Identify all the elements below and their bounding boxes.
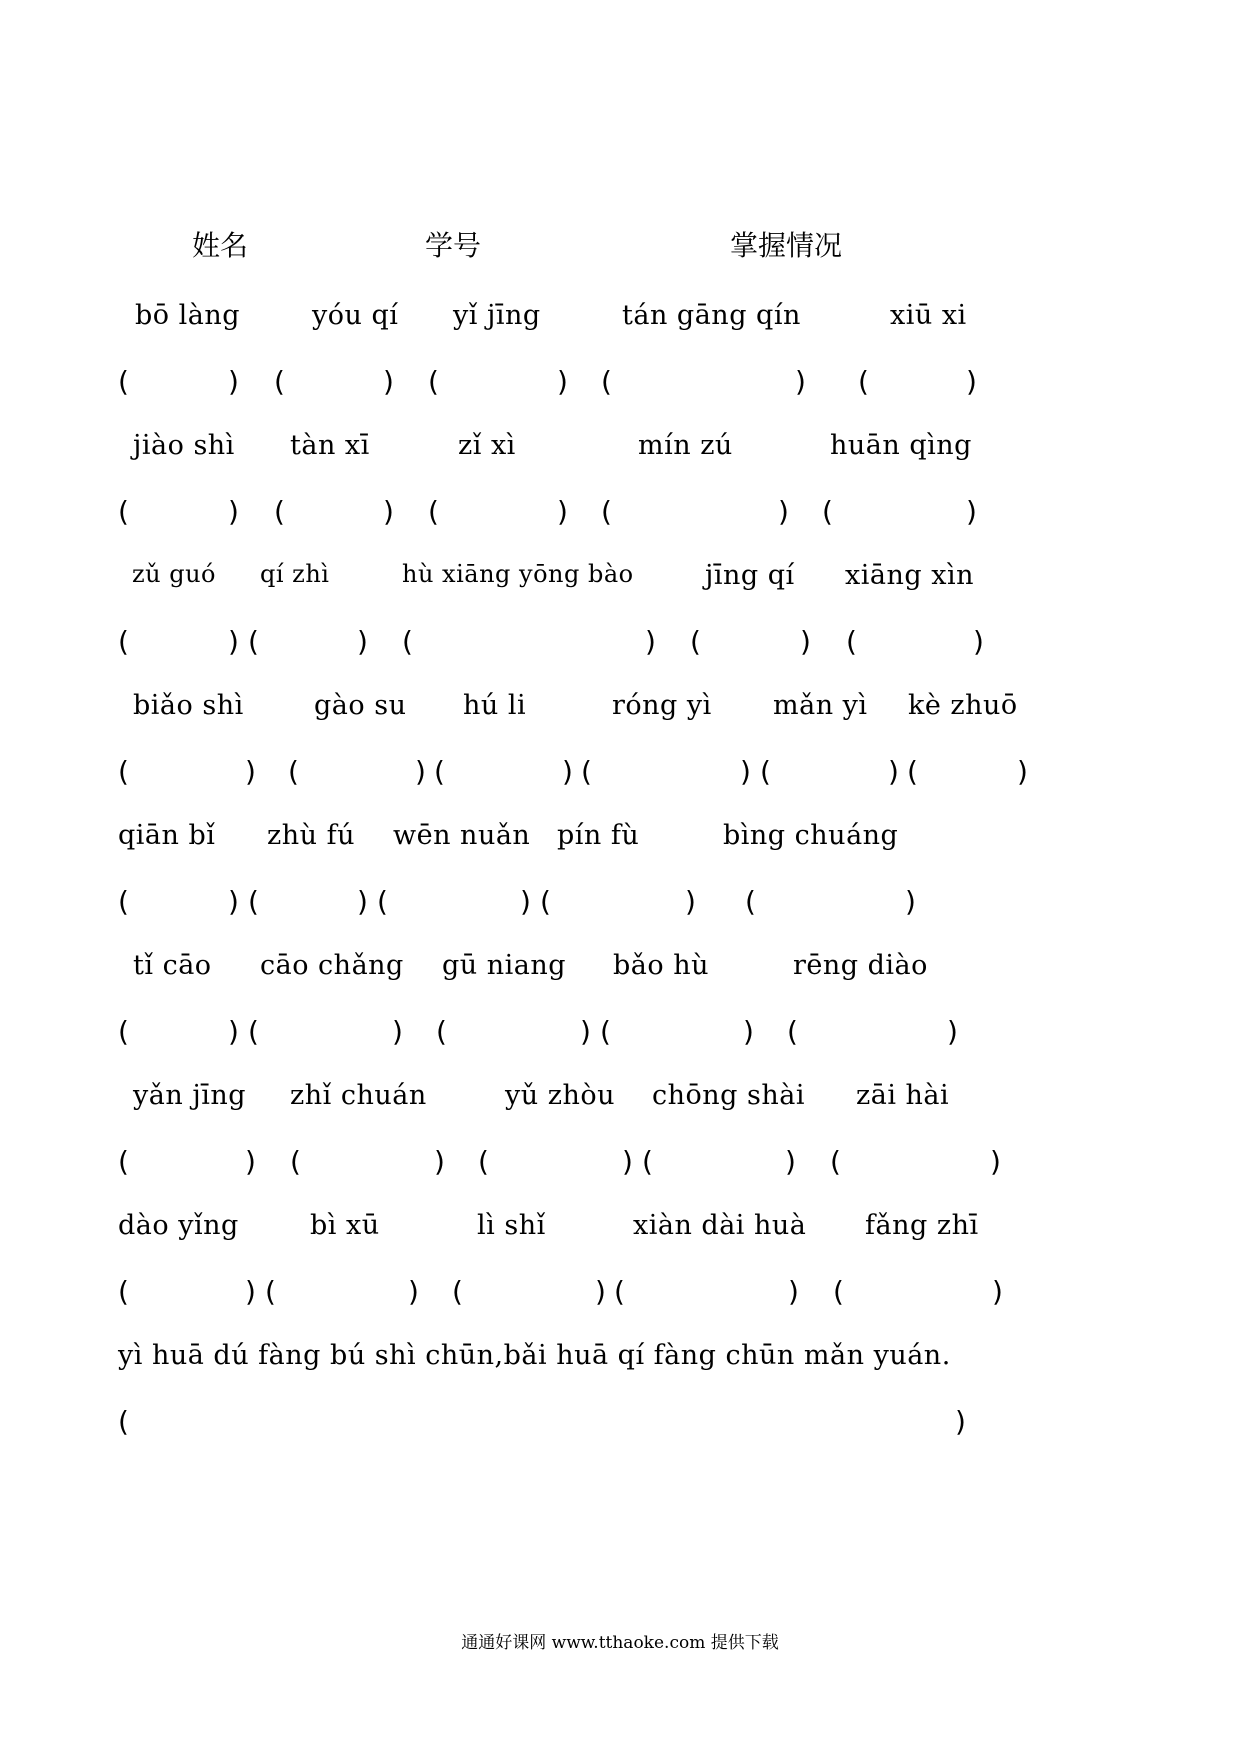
answer-open-bracket[interactable]: ( xyxy=(833,1275,844,1308)
answer-close-bracket: ) xyxy=(778,495,789,528)
answer-open-bracket[interactable]: ( xyxy=(436,1015,447,1048)
answer-open-bracket[interactable]: ( xyxy=(642,1145,653,1178)
pinyin-word: bì xū xyxy=(310,1210,380,1241)
pinyin-word: lì shǐ xyxy=(477,1210,546,1241)
answer-close-bracket: ) xyxy=(966,365,977,398)
answer-open-bracket[interactable]: ( xyxy=(830,1145,841,1178)
answer-open-bracket[interactable]: ( xyxy=(118,1015,129,1048)
answer-close-bracket: ) xyxy=(520,885,531,918)
answer-close-bracket: ) xyxy=(800,625,811,658)
answer-close-bracket: ) xyxy=(992,1275,1003,1308)
answer-open-bracket[interactable]: ( xyxy=(787,1015,798,1048)
pinyin-word: yǐ jīng xyxy=(453,300,541,331)
answer-open-bracket[interactable]: ( xyxy=(288,755,299,788)
answer-open-bracket[interactable]: ( xyxy=(428,365,439,398)
answer-open-bracket[interactable]: ( xyxy=(118,755,129,788)
answer-open-bracket[interactable]: ( xyxy=(690,625,701,658)
answer-open-bracket[interactable]: ( xyxy=(846,625,857,658)
pinyin-word: bìng chuáng xyxy=(723,820,899,851)
answer-close-bracket: ) xyxy=(580,1015,591,1048)
pinyin-word: pín fù xyxy=(557,820,640,851)
answer-open-bracket[interactable]: ( xyxy=(760,755,771,788)
answer-open-bracket[interactable]: ( xyxy=(402,625,413,658)
pinyin-word: fǎng zhī xyxy=(865,1210,979,1241)
answer-open-bracket[interactable]: ( xyxy=(118,1275,129,1308)
pinyin-word: qí zhì xyxy=(260,560,330,588)
answer-close-bracket: ) xyxy=(415,755,426,788)
pinyin-word: bǎo hù xyxy=(613,950,709,981)
answer-open-bracket[interactable]: ( xyxy=(118,365,129,398)
answer-close-bracket: ) xyxy=(743,1015,754,1048)
answer-open-bracket[interactable]: ( xyxy=(745,885,756,918)
answer-open-bracket[interactable]: ( xyxy=(248,885,259,918)
pinyin-word: xiàn dài huà xyxy=(633,1210,807,1241)
answer-close-bracket: ) xyxy=(973,625,984,658)
pinyin-word: chōng shài xyxy=(652,1080,805,1111)
pinyin-word: tán gāng qín xyxy=(622,300,801,331)
pinyin-sentence: yì huā dú fàng bú shì chūn,bǎi huā qí fàng chūn mǎn yuán. xyxy=(118,1340,951,1371)
pinyin-word: yǔ zhòu xyxy=(505,1080,615,1111)
answer-close-bracket: ) xyxy=(788,1275,799,1308)
answer-close-bracket: ) xyxy=(622,1145,633,1178)
pinyin-word: zhǐ chuán xyxy=(290,1080,427,1111)
answer-close-bracket: ) xyxy=(1017,755,1028,788)
answer-open-bracket[interactable]: ( xyxy=(274,365,285,398)
answer-open-bracket[interactable]: ( xyxy=(601,495,612,528)
answer-open-bracket[interactable]: ( xyxy=(822,495,833,528)
pinyin-word: kè zhuō xyxy=(908,690,1018,721)
pinyin-word: zǔ guó xyxy=(132,560,216,588)
pinyin-word: xiū xi xyxy=(890,300,967,331)
answer-open-bracket[interactable]: ( xyxy=(478,1145,489,1178)
answer-close-bracket: ) xyxy=(228,625,239,658)
answer-open-bracket[interactable]: ( xyxy=(377,885,388,918)
answer-open-bracket[interactable]: ( xyxy=(290,1145,301,1178)
pinyin-word: mǎn yì xyxy=(773,690,868,721)
pinyin-word: yǎn jīng xyxy=(133,1080,247,1111)
answer-close-bracket: ) xyxy=(557,495,568,528)
answer-close-bracket: ) xyxy=(357,625,368,658)
answer-open-bracket[interactable]: ( xyxy=(118,1405,129,1438)
answer-close-bracket: ) xyxy=(990,1145,1001,1178)
pinyin-word: bō làng xyxy=(135,300,241,331)
pinyin-word: mín zú xyxy=(638,430,733,461)
pinyin-word: huān qìng xyxy=(830,430,972,461)
answer-close-bracket: ) xyxy=(955,1405,966,1438)
pinyin-word: tàn xī xyxy=(290,430,370,461)
answer-open-bracket[interactable]: ( xyxy=(907,755,918,788)
pinyin-word: zhù fú xyxy=(267,820,355,851)
footer-credit: 通通好课网 www.tthaoke.com 提供下载 xyxy=(461,1633,779,1653)
pinyin-word: jiào shì xyxy=(133,430,235,461)
pinyin-word: jīng qí xyxy=(705,560,795,591)
mastery-label: 掌握情况 xyxy=(730,229,843,262)
answer-open-bracket[interactable]: ( xyxy=(118,625,129,658)
pinyin-word: yóu qí xyxy=(312,300,399,331)
answer-close-bracket: ) xyxy=(740,755,751,788)
pinyin-word: wēn nuǎn xyxy=(393,820,531,851)
answer-close-bracket: ) xyxy=(245,1145,256,1178)
answer-close-bracket: ) xyxy=(245,1275,256,1308)
pinyin-word: gū niang xyxy=(442,950,567,981)
answer-close-bracket: ) xyxy=(228,885,239,918)
pinyin-word: cāo chǎng xyxy=(260,950,404,981)
answer-close-bracket: ) xyxy=(383,365,394,398)
answer-close-bracket: ) xyxy=(785,1145,796,1178)
answer-open-bracket[interactable]: ( xyxy=(452,1275,463,1308)
answer-open-bracket[interactable]: ( xyxy=(614,1275,625,1308)
pinyin-word: biǎo shì xyxy=(133,690,244,721)
answer-open-bracket[interactable]: ( xyxy=(274,495,285,528)
pinyin-word: zāi hài xyxy=(856,1080,950,1111)
answer-open-bracket[interactable]: ( xyxy=(858,365,869,398)
answer-close-bracket: ) xyxy=(557,365,568,398)
answer-open-bracket[interactable]: ( xyxy=(434,755,445,788)
answer-close-bracket: ) xyxy=(947,1015,958,1048)
answer-close-bracket: ) xyxy=(888,755,899,788)
answer-close-bracket: ) xyxy=(228,1015,239,1048)
answer-close-bracket: ) xyxy=(562,755,573,788)
answer-open-bracket[interactable]: ( xyxy=(540,885,551,918)
answer-close-bracket: ) xyxy=(905,885,916,918)
pinyin-word: gào su xyxy=(314,690,407,721)
answer-close-bracket: ) xyxy=(434,1145,445,1178)
pinyin-word: zǐ xì xyxy=(458,430,516,461)
pinyin-word: xiāng xìn xyxy=(845,560,974,591)
answer-close-bracket: ) xyxy=(795,365,806,398)
pinyin-word: qiān bǐ xyxy=(118,820,216,851)
answer-open-bracket[interactable]: ( xyxy=(118,495,129,528)
answer-open-bracket[interactable]: ( xyxy=(600,1015,611,1048)
answer-close-bracket: ) xyxy=(685,885,696,918)
answer-close-bracket: ) xyxy=(392,1015,403,1048)
answer-close-bracket: ) xyxy=(228,495,239,528)
pinyin-word: dào yǐng xyxy=(118,1210,239,1241)
pinyin-word: hú li xyxy=(463,690,527,721)
answer-open-bracket[interactable]: ( xyxy=(118,1145,129,1178)
answer-open-bracket[interactable]: ( xyxy=(265,1275,276,1308)
name-label: 姓名 xyxy=(192,229,249,262)
answer-close-bracket: ) xyxy=(595,1275,606,1308)
answer-close-bracket: ) xyxy=(383,495,394,528)
answer-open-bracket[interactable]: ( xyxy=(118,885,129,918)
answer-open-bracket[interactable]: ( xyxy=(428,495,439,528)
pinyin-word: rēng diào xyxy=(793,950,928,981)
pinyin-word: róng yì xyxy=(612,690,712,721)
pinyin-word: tǐ cāo xyxy=(133,950,212,981)
answer-close-bracket: ) xyxy=(228,365,239,398)
answer-open-bracket[interactable]: ( xyxy=(601,365,612,398)
answer-close-bracket: ) xyxy=(645,625,656,658)
answer-close-bracket: ) xyxy=(357,885,368,918)
answer-close-bracket: ) xyxy=(966,495,977,528)
answer-close-bracket: ) xyxy=(245,755,256,788)
student-id-label: 学号 xyxy=(425,229,482,262)
answer-open-bracket[interactable]: ( xyxy=(248,625,259,658)
pinyin-word: hù xiāng yōng bào xyxy=(402,560,634,588)
answer-open-bracket[interactable]: ( xyxy=(248,1015,259,1048)
answer-open-bracket[interactable]: ( xyxy=(581,755,592,788)
answer-close-bracket: ) xyxy=(408,1275,419,1308)
